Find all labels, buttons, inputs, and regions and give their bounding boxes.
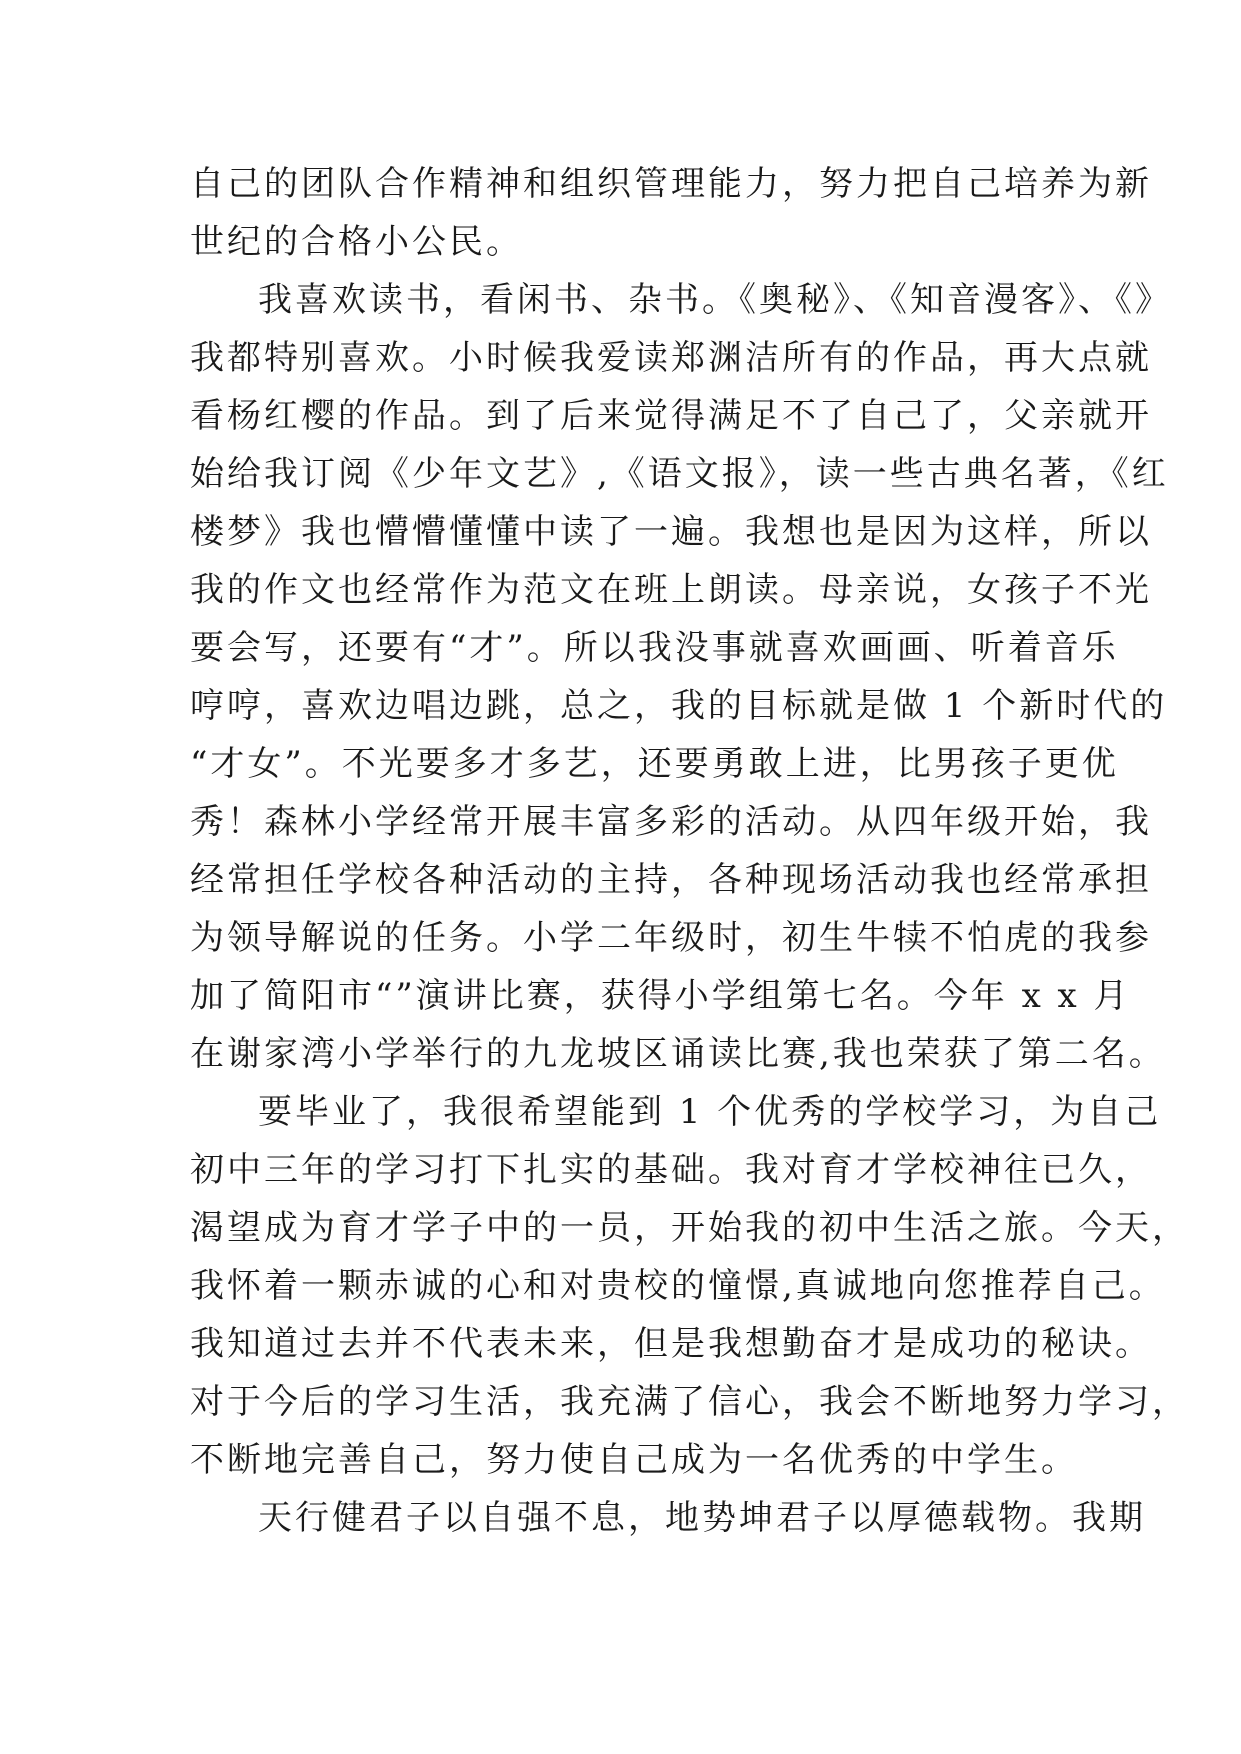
- text-line: 哼哼，喜欢边唱边跳，总之，我的目标就是做 1 个新时代的: [190, 686, 1168, 726]
- text-line: 秀！森林小学经常开展丰富多彩的活动。从四年级开始，我: [190, 802, 1152, 842]
- body-text: [190, 155, 1189, 1547]
- text-line: 对于今后的学习生活，我充满了信心，我会不断地努力学习，: [190, 1382, 1189, 1422]
- paragraph-first-line: 我喜欢读书，看闲书、杂书。《奥秘》、《知音漫客》、《》: [258, 280, 1172, 320]
- text-line: 初中三年的学习打下扎实的基础。我对育才学校神往已久，: [190, 1150, 1152, 1190]
- text-line: 看杨红樱的作品。到了后来觉得满足不了自己了，父亲就开: [190, 396, 1152, 436]
- text-line: 为领导解说的任务。小学二年级时，初生牛犊不怕虎的我参: [190, 918, 1152, 958]
- text-line: 加了简阳市“”演讲比赛，获得小学组第七名。今年 x x 月: [190, 976, 1131, 1016]
- text-line: 渴望成为育才学子中的一员，开始我的初中生活之旅。今天，: [190, 1208, 1189, 1248]
- text-line: 经常担任学校各种活动的主持，各种现场活动我也经常承担: [190, 860, 1152, 900]
- text-line: 要会写，还要有“才”。所以我没事就喜欢画画、听着音乐: [190, 628, 1119, 668]
- text-line: 我都特别喜欢。小时候我爱读郑渊洁所有的作品，再大点就: [190, 338, 1152, 378]
- text-line: 我怀着一颗赤诚的心和对贵校的憧憬,真诚地向您推荐自己。: [190, 1266, 1166, 1306]
- text-line: 始给我订阅《少年文艺》,《语文报》，读一些古典名著，《红: [190, 454, 1169, 494]
- text-line: “才女”。不光要多才多艺，还要勇敢上进，比男孩子更优: [190, 744, 1119, 784]
- text-line: 在谢家湾小学举行的九龙坡区诵读比赛,我也荣获了第二名。: [190, 1034, 1166, 1074]
- text-line: 自己的团队合作精神和组织管理能力，努力把自己培养为新: [190, 164, 1152, 204]
- text-line: 世纪的合格小公民。: [190, 222, 523, 262]
- text-line: 楼梦》我也懵懵懂懂中读了一遍。我想也是因为这样，所以: [190, 512, 1152, 552]
- text-line: 不断地完善自己，努力使自己成为一名优秀的中学生。: [190, 1440, 1078, 1480]
- text-line: 我知道过去并不代表未来，但是我想勤奋才是成功的秘诀。: [190, 1324, 1152, 1364]
- text-line: 我的作文也经常作为范文在班上朗读。母亲说，女孩子不光: [190, 570, 1152, 610]
- paragraph-first-line: 要毕业了，我很希望能到 1 个优秀的学校学习，为自己: [258, 1092, 1162, 1132]
- paragraph-first-line: 天行健君子以自强不息，地势坤君子以厚德载物。我期: [258, 1498, 1146, 1538]
